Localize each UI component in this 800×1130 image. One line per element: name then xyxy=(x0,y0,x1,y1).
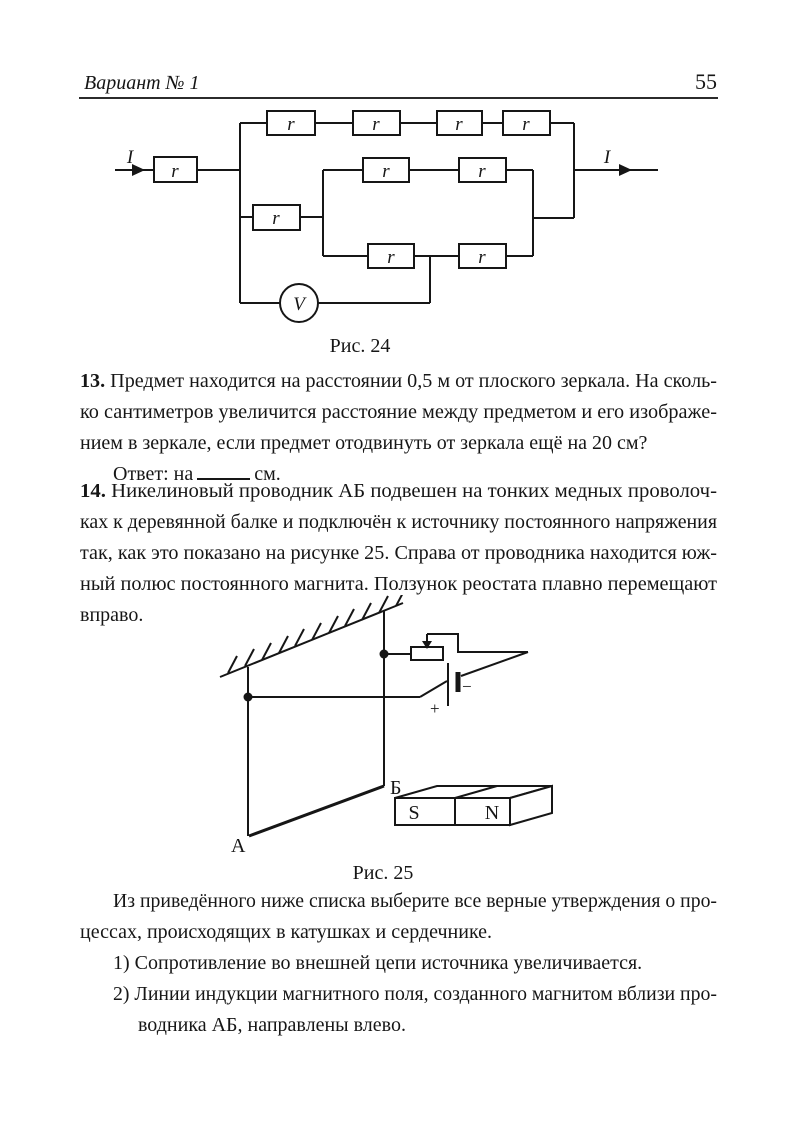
conductor-ab xyxy=(249,786,384,836)
problem-14-line: так, как это показано на рисунке 25. Справа от проводника находится юж- xyxy=(80,542,717,564)
answer-line: Ответ: на см. xyxy=(113,463,281,485)
wires xyxy=(115,123,658,303)
current-arrow-out xyxy=(619,164,632,176)
resistor-label: r xyxy=(478,161,486,182)
beam-hatching xyxy=(228,595,405,673)
problem-14-line: вправо. xyxy=(80,604,144,626)
fig25-caption: Рис. 25 xyxy=(352,862,414,884)
label-point-b: Б xyxy=(390,777,402,799)
resistor-label: r xyxy=(372,114,380,135)
problem-14-number: 14. xyxy=(80,480,106,502)
statement-item-2: 2) Линии индукции магнитного поля, созданного магнитом вблизи про- xyxy=(113,983,717,1005)
fig24-circuit-diagram xyxy=(0,100,800,335)
rheostat xyxy=(411,634,443,660)
resistor-label: r xyxy=(455,114,463,135)
suspension-wires xyxy=(248,610,384,836)
label-south-pole: S xyxy=(408,802,420,824)
fig24-caption: Рис. 24 xyxy=(329,335,391,357)
statement-item-1: 1) Сопротивление во внешней цепи источника увеличивается. xyxy=(113,952,643,974)
problem-14-line: ный полюс постоянного магнита. Ползунок реостата плавно перемещают xyxy=(80,573,717,595)
statements-intro-line: цессах, происходящих в катушках и сердечнике. xyxy=(80,921,493,943)
resistor-label: r xyxy=(287,114,295,135)
resistor-label: r xyxy=(478,247,486,268)
junction-dots xyxy=(244,650,389,702)
battery-minus-label: − xyxy=(462,677,472,696)
page-number: 55 xyxy=(695,69,717,94)
page-header-variant: Вариант № 1 xyxy=(84,72,200,94)
resistor-label: r xyxy=(171,161,179,182)
resistor-boxes xyxy=(154,111,550,268)
problem-14-line: 14. Никелиновый проводник АБ подвешен на тонких медных проволоч- xyxy=(80,480,717,502)
circuit-wires xyxy=(248,634,528,697)
header-rule xyxy=(79,97,718,99)
problem-13-line: ко сантиметров увеличится расстояние между предметом и его изображе- xyxy=(80,401,718,423)
resistor-label: r xyxy=(387,247,395,268)
battery xyxy=(448,663,458,706)
wooden-beam xyxy=(220,603,403,677)
statements-block xyxy=(80,886,717,1041)
statement-item-2-continued: водника АБ, направлены влево. xyxy=(138,1014,406,1036)
resistor-label: r xyxy=(522,114,530,135)
label-north-pole: N xyxy=(484,802,500,824)
battery-plus-label: + xyxy=(430,699,440,718)
problem-13-number: 13. xyxy=(80,370,106,392)
statements-intro-line: Из приведённого ниже списка выберите все верные утверждения о про- xyxy=(113,890,717,912)
label-point-a: А xyxy=(231,835,246,857)
problem-14-line: ках к деревянной балке и подключён к источнику постоянного напряжения xyxy=(80,511,717,533)
current-label-in: I xyxy=(126,147,134,168)
problem-13-line: нием в зеркале, если предмет отодвинуть от зеркала ещё на 20 см? xyxy=(80,432,648,454)
problem-13 xyxy=(80,366,717,490)
fig25-setup-diagram xyxy=(0,595,800,860)
current-label-out: I xyxy=(603,147,611,168)
resistor-label: r xyxy=(272,208,280,229)
voltmeter-label: V xyxy=(293,294,305,315)
resistor-label: r xyxy=(382,161,390,182)
current-arrow-in xyxy=(132,164,145,176)
problem-13-line: 13. Предмет находится на расстоянии 0,5 м от плоского зеркала. На сколь- xyxy=(80,370,717,392)
